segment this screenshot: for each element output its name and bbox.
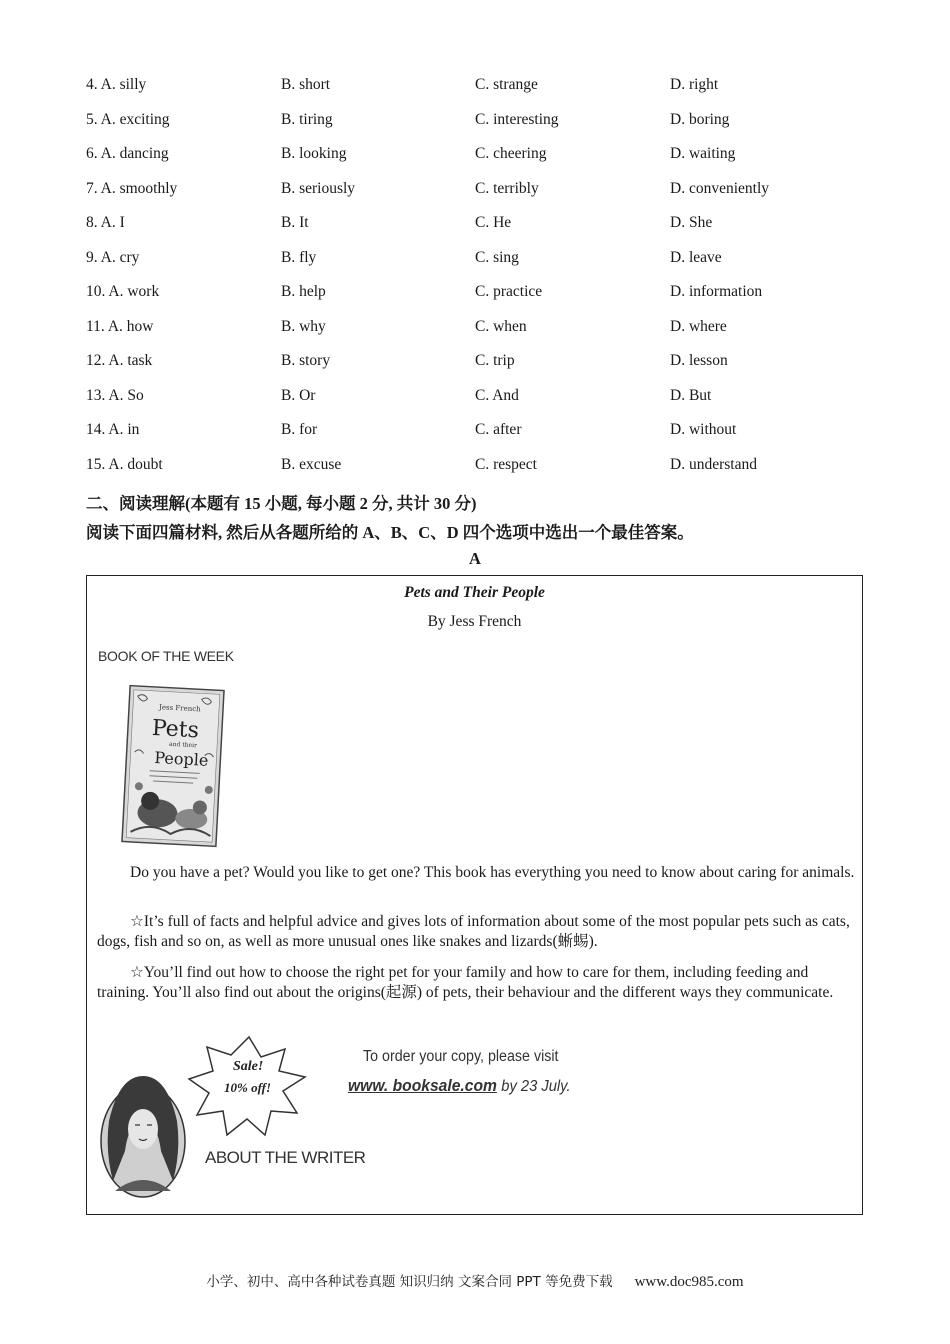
option-c: C. respect <box>475 455 537 473</box>
sale-text: Sale! <box>233 1059 264 1074</box>
intro-paragraph: Do you have a pet? Would you like to get one? This book has everything you need to know about caring for animals. <box>130 864 855 881</box>
question-row <box>86 350 866 385</box>
option-a: 10. A. work <box>86 283 160 300</box>
option-a: 4. A. silly <box>86 76 147 93</box>
question-row <box>86 316 866 351</box>
facts-paragraph: ☆It’s full of facts and helpful advice and gives lots of information about some of the most popular pets such as cats, dogs, fish and so on, as well as more unusual ones like snakes and lizards(蜥蜴). <box>97 913 850 950</box>
cover-author: Jess French <box>158 703 201 714</box>
footer-url[interactable]: www.doc985.com <box>634 1274 744 1290</box>
option-c: C. after <box>475 421 522 438</box>
writer-portrait <box>101 1076 185 1197</box>
option-c: C. strange <box>475 76 538 93</box>
option-b: B. for <box>281 421 318 438</box>
page-footer <box>0 1270 950 1291</box>
question-row <box>86 74 866 109</box>
option-b: B. short <box>281 76 331 93</box>
question-row <box>86 178 866 213</box>
book-title: Pets and Their People <box>404 584 545 601</box>
option-c: C. He <box>475 214 512 231</box>
option-c: C. terribly <box>475 179 539 197</box>
footer-text: 小学、初中、高中各种试卷真题 知识归纳 文案合同 PPT 等免费下载 <box>206 1274 613 1290</box>
option-b: B. seriously <box>281 179 356 197</box>
option-d: D. information <box>670 283 763 300</box>
section-instruction: 阅读下面四篇材料, 然后从各题所给的 A、B、C、D 四个选项中选出一个最佳答案。 <box>86 523 694 542</box>
book-of-week-label: BOOK OF THE WEEK <box>98 648 234 664</box>
option-c: C. practice <box>475 283 543 300</box>
option-d: D. lesson <box>670 352 728 369</box>
option-d: D. But <box>670 386 712 404</box>
order-deadline: by 23 July. <box>501 1078 571 1095</box>
option-d: D. understand <box>670 455 757 473</box>
question-row <box>86 454 866 489</box>
option-d: D. right <box>670 76 719 93</box>
option-d: D. She <box>670 214 713 231</box>
question-row <box>86 281 866 316</box>
discount-text: 10% off! <box>224 1080 272 1095</box>
option-b: B. It <box>281 214 309 231</box>
option-a: 8. A. I <box>86 214 125 231</box>
part-label: A <box>469 549 481 568</box>
option-c: C. interesting <box>475 110 559 128</box>
option-b: B. story <box>281 352 331 369</box>
option-b: B. tiring <box>281 110 333 128</box>
option-d: D. conveniently <box>670 179 770 197</box>
question-row <box>86 419 866 454</box>
option-b: B. Or <box>281 386 316 404</box>
option-c: C. cheering <box>475 145 547 162</box>
cover-title-people: People <box>153 748 209 770</box>
website-link[interactable]: www. booksale.com <box>348 1076 497 1095</box>
option-d: D. where <box>670 317 727 335</box>
option-d: D. waiting <box>670 145 736 162</box>
option-c: C. sing <box>475 248 519 266</box>
option-b: B. looking <box>281 145 347 162</box>
question-row <box>86 212 866 247</box>
question-row <box>86 247 866 282</box>
section-title: 二、阅读理解(本题有 15 小题, 每小题 2 分, 共计 30 分) <box>86 494 477 513</box>
option-d: D. without <box>670 421 737 438</box>
option-a: 13. A. So <box>86 386 144 404</box>
book-author: By Jess French <box>427 613 522 630</box>
option-a: 15. A. doubt <box>86 455 163 473</box>
option-a: 6. A. dancing <box>86 145 169 162</box>
reading-passage-box <box>86 575 863 1215</box>
option-b: B. fly <box>281 248 317 266</box>
option-c: C. trip <box>475 352 515 369</box>
option-b: B. excuse <box>281 455 342 473</box>
question-options-list <box>86 74 866 488</box>
option-c: C. when <box>475 317 527 335</box>
book-cover-image <box>120 684 226 848</box>
option-a: 14. A. in <box>86 421 140 438</box>
question-row <box>86 109 866 144</box>
about-writer-label: ABOUT THE WRITER <box>205 1148 366 1167</box>
order-instruction: To order your copy, please visit <box>363 1048 559 1065</box>
order-website-line <box>348 1076 571 1096</box>
option-c: C. And <box>475 386 519 404</box>
option-a: 5. A. exciting <box>86 110 170 128</box>
option-d: D. leave <box>670 248 722 266</box>
option-b: B. why <box>281 317 326 335</box>
option-b: B. help <box>281 283 326 300</box>
option-a: 7. A. smoothly <box>86 179 178 197</box>
cover-title-pets: Pets <box>151 715 200 744</box>
cover-title-and: and their <box>168 740 198 750</box>
option-a: 11. A. how <box>86 317 154 335</box>
option-a: 9. A. cry <box>86 248 140 266</box>
question-row <box>86 385 866 420</box>
question-row <box>86 143 866 178</box>
care-paragraph: ☆You’ll find out how to choose the right pet for your family and how to care for them, including feeding and training. You’ll also find out about the origins(起源) of pets, their behaviour and the different ways they communicate. <box>97 964 834 1001</box>
option-a: 12. A. task <box>86 352 153 369</box>
option-d: D. boring <box>670 110 730 128</box>
